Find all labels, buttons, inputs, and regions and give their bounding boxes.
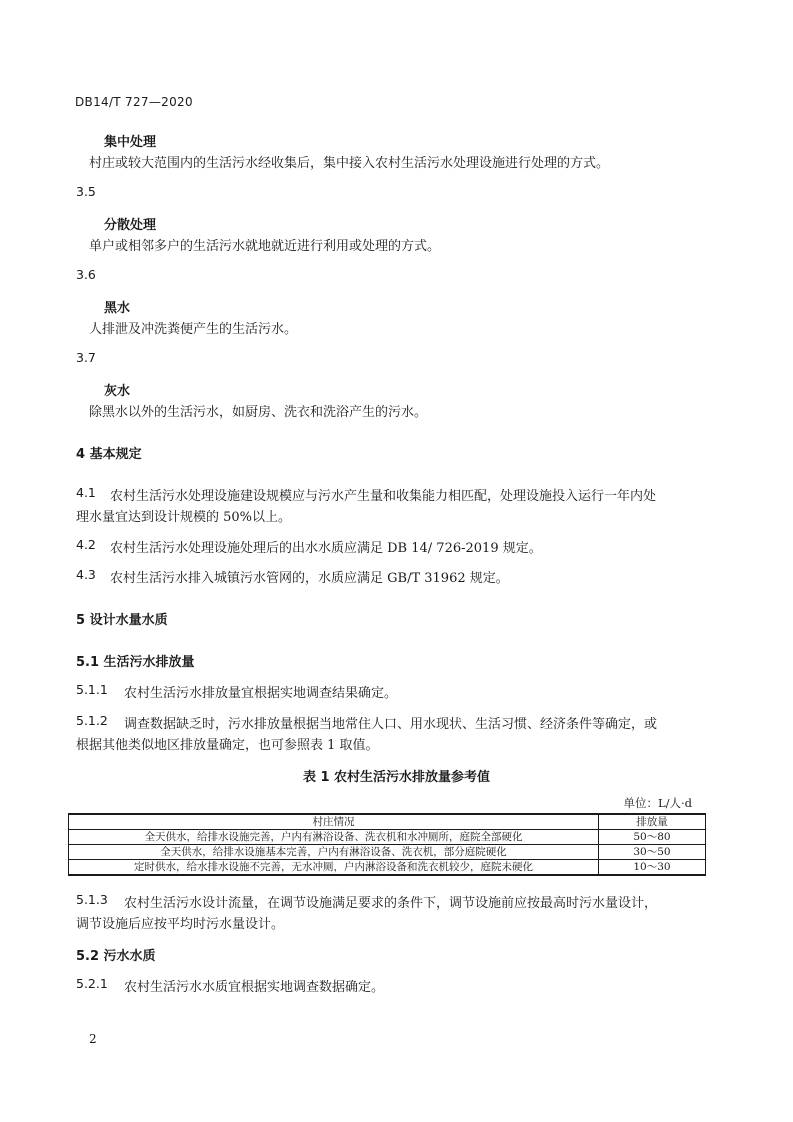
table-cell-discharge: 50～80 — [599, 830, 706, 845]
term-black-water: 黑水 — [104, 301, 131, 316]
table-header-village-situation: 村庄情况 — [69, 814, 599, 830]
table-header-row — [69, 814, 706, 830]
table-1-unit: 单位：L/人·d — [623, 796, 692, 810]
term-number-3-7: 3.7 — [76, 350, 96, 365]
clause-5-1-1-text: 农村生活污水排放量宜根据实地调查结果确定。 — [124, 686, 398, 701]
clause-4-2-text: 农村生活污水处理设施处理后的出水水质应满足 DB 14/ 726-2019 规定。 — [110, 541, 542, 556]
page-number: 2 — [89, 1032, 97, 1046]
document-code: DB14/T 727—2020 — [75, 95, 193, 109]
clause-4-1-number: 4.1 — [76, 485, 96, 500]
section-5-title: 5 设计水量水质 — [76, 613, 168, 628]
clause-5-2-1-number: 5.2.1 — [76, 976, 108, 991]
section-4-title: 4 基本规定 — [76, 447, 142, 462]
clause-5-2-1-text: 农村生活污水水质宜根据实地调查数据确定。 — [124, 980, 385, 995]
table-1 — [68, 813, 706, 876]
table-1-caption: 表 1 农村生活污水排放量参考值 — [302, 770, 491, 785]
table-cell-situation: 定时供水，给水排水设施不完善，无水冲厕，户内淋浴设备和洗衣机较少，庭院未硬化 — [69, 860, 599, 876]
clause-4-3-text: 农村生活污水排入城镇污水管网的，水质应满足 GB/T 31962 规定。 — [110, 571, 509, 586]
table-header-discharge: 排放量 — [599, 814, 706, 830]
subsection-5-1-title: 5.1 生活污水排放量 — [76, 655, 195, 670]
clause-5-1-1-number: 5.1.1 — [76, 682, 108, 697]
table-cell-discharge: 30～50 — [599, 845, 706, 860]
table-cell-discharge: 10～30 — [599, 860, 706, 876]
clause-4-1-line2: 理水量宜达到设计规模的 50%以上。 — [76, 510, 292, 525]
clause-5-1-2-number: 5.1.2 — [76, 713, 108, 728]
clause-4-1-line1: 农村生活污水处理设施建设规模应与污水产生量和收集能力相匹配，处理设施投入运行一年内处 — [110, 489, 657, 504]
term-number-3-5: 3.5 — [76, 184, 96, 199]
term-grey-water: 灰水 — [104, 384, 131, 399]
term-grey-water-definition: 除黑水以外的生活污水，如厨房、洗衣和洗浴产生的污水。 — [89, 405, 428, 420]
clause-5-1-2-line2: 根据其他类似地区排放量确定，也可参照表 1 取值。 — [76, 738, 379, 753]
term-black-water-definition: 人排泄及冲洗粪便产生的生活污水。 — [89, 322, 298, 337]
clause-4-3-number: 4.3 — [76, 567, 96, 582]
clause-5-1-2-line1: 调查数据缺乏时，污水排放量根据当地常住人口、用水现状、生活习惯、经济条件等确定，或 — [124, 717, 658, 732]
table-row — [69, 830, 706, 845]
clause-4-2-number: 4.2 — [76, 537, 96, 552]
clause-5-1-3-line2: 调节设施后应按平均时污水量设计。 — [76, 917, 285, 932]
clause-5-1-3-number: 5.1.3 — [76, 892, 108, 907]
term-decentralized-treatment-definition: 单户或相邻多户的生活污水就地就近进行利用或处理的方式。 — [89, 239, 441, 254]
term-number-3-6: 3.6 — [76, 267, 96, 282]
clause-5-1-3-line1: 农村生活污水设计流量，在调节设施满足要求的条件下，调节设施前应按最高时污水量设计， — [124, 896, 658, 911]
table-cell-situation: 全天供水，给排水设施完善，户内有淋浴设备、洗衣机和水冲厕所，庭院全部硬化 — [69, 830, 599, 845]
table-cell-situation: 全天供水，给排水设施基本完善，户内有淋浴设备、洗衣机，部分庭院硬化 — [69, 845, 599, 860]
table-row — [69, 845, 706, 860]
table-row — [69, 860, 706, 876]
subsection-5-2-title: 5.2 污水水质 — [76, 949, 156, 964]
term-centralized-treatment: 集中处理 — [104, 135, 157, 150]
term-decentralized-treatment: 分散处理 — [104, 218, 157, 233]
term-centralized-treatment-definition: 村庄或较大范围内的生活污水经收集后，集中接入农村生活污水处理设施进行处理的方式。 — [89, 156, 610, 171]
